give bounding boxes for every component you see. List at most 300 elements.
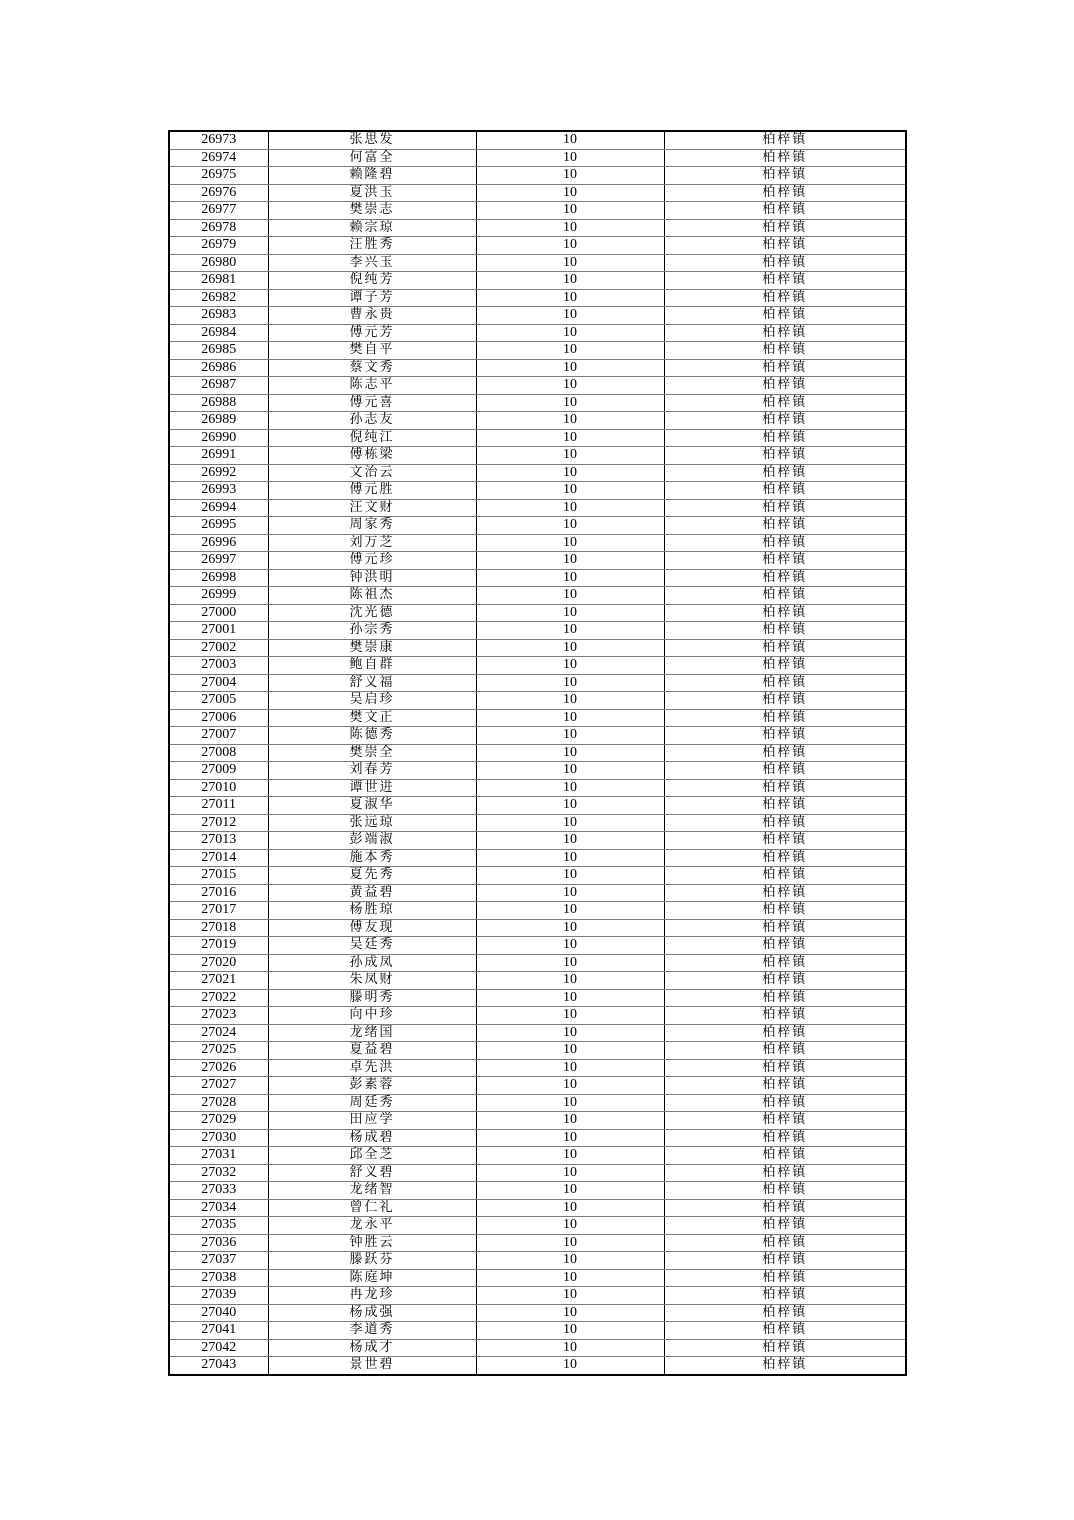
row-number-cell: 26992 [169,464,268,482]
table-row [169,412,906,430]
name-cell: 赖宗琼 [268,219,476,237]
amount-cell: 10 [476,902,664,920]
amount-cell: 10 [476,272,664,290]
town-cell: 柏梓镇 [664,1112,906,1130]
table-row [169,429,906,447]
town-cell: 柏梓镇 [664,1339,906,1357]
town-cell: 柏梓镇 [664,569,906,587]
table-row [169,972,906,990]
amount-cell: 10 [476,377,664,395]
town-cell: 柏梓镇 [664,832,906,850]
row-number-cell: 27018 [169,919,268,937]
amount-cell: 10 [476,412,664,430]
town-cell: 柏梓镇 [664,237,906,255]
table-row [169,937,906,955]
row-number-cell: 27002 [169,639,268,657]
table-row [169,1234,906,1252]
name-cell: 施本秀 [268,849,476,867]
name-cell: 李道秀 [268,1322,476,1340]
amount-cell: 10 [476,1234,664,1252]
table-row [169,377,906,395]
table-row [169,394,906,412]
name-cell: 杨胜琼 [268,902,476,920]
amount-cell: 10 [476,289,664,307]
town-cell: 柏梓镇 [664,849,906,867]
town-cell: 柏梓镇 [664,1077,906,1095]
row-number-cell: 26990 [169,429,268,447]
amount-cell: 10 [476,131,664,149]
table-row [169,1339,906,1357]
amount-cell: 10 [476,1322,664,1340]
table-row [169,131,906,149]
row-number-cell: 26986 [169,359,268,377]
table-row [169,709,906,727]
name-cell: 龙绪国 [268,1024,476,1042]
name-cell: 樊崇全 [268,744,476,762]
table-row [169,219,906,237]
name-cell: 黄益碧 [268,884,476,902]
table-row [169,1024,906,1042]
amount-cell: 10 [476,429,664,447]
amount-cell: 10 [476,1357,664,1375]
row-number-cell: 26983 [169,307,268,325]
amount-cell: 10 [476,1112,664,1130]
town-cell: 柏梓镇 [664,394,906,412]
amount-cell: 10 [476,1129,664,1147]
table-row [169,1304,906,1322]
table-row [169,534,906,552]
amount-cell: 10 [476,604,664,622]
name-cell: 曹永贵 [268,307,476,325]
table-row [169,1269,906,1287]
row-number-cell: 26984 [169,324,268,342]
name-cell: 傅元芳 [268,324,476,342]
amount-cell: 10 [476,184,664,202]
name-cell: 杨成强 [268,1304,476,1322]
row-number-cell: 27004 [169,674,268,692]
amount-cell: 10 [476,797,664,815]
amount-cell: 10 [476,832,664,850]
town-cell: 柏梓镇 [664,692,906,710]
name-cell: 傅元喜 [268,394,476,412]
row-number-cell: 26997 [169,552,268,570]
row-number-cell: 27030 [169,1129,268,1147]
town-cell: 柏梓镇 [664,814,906,832]
table-row [169,797,906,815]
town-cell: 柏梓镇 [664,377,906,395]
name-cell: 鲍自群 [268,657,476,675]
row-number-cell: 27035 [169,1217,268,1235]
row-number-cell: 26978 [169,219,268,237]
town-cell: 柏梓镇 [664,1094,906,1112]
row-number-cell: 27037 [169,1252,268,1270]
amount-cell: 10 [476,674,664,692]
row-number-cell: 27031 [169,1147,268,1165]
name-cell: 陈庭坤 [268,1269,476,1287]
row-number-cell: 27023 [169,1007,268,1025]
amount-cell: 10 [476,972,664,990]
amount-cell: 10 [476,202,664,220]
name-cell: 夏先秀 [268,867,476,885]
table-row [169,1217,906,1235]
name-cell: 夏淑华 [268,797,476,815]
table-row [169,447,906,465]
amount-cell: 10 [476,954,664,972]
name-cell: 汪文财 [268,499,476,517]
table-row [169,779,906,797]
town-cell: 柏梓镇 [664,709,906,727]
town-cell: 柏梓镇 [664,167,906,185]
row-number-cell: 26994 [169,499,268,517]
amount-cell: 10 [476,1304,664,1322]
row-number-cell: 27010 [169,779,268,797]
name-cell: 张远琼 [268,814,476,832]
town-cell: 柏梓镇 [664,272,906,290]
town-cell: 柏梓镇 [664,499,906,517]
name-cell: 傅元珍 [268,552,476,570]
name-cell: 樊崇志 [268,202,476,220]
row-number-cell: 27008 [169,744,268,762]
amount-cell: 10 [476,552,664,570]
row-number-cell: 26988 [169,394,268,412]
name-cell: 何富全 [268,149,476,167]
name-cell: 夏洪玉 [268,184,476,202]
name-cell: 倪纯芳 [268,272,476,290]
amount-cell: 10 [476,534,664,552]
name-cell: 陈祖杰 [268,587,476,605]
row-number-cell: 26982 [169,289,268,307]
town-cell: 柏梓镇 [664,464,906,482]
amount-cell: 10 [476,149,664,167]
table-row [169,517,906,535]
row-number-cell: 27006 [169,709,268,727]
table-row [169,884,906,902]
town-cell: 柏梓镇 [664,622,906,640]
amount-cell: 10 [476,482,664,500]
row-number-cell: 27013 [169,832,268,850]
row-number-cell: 27007 [169,727,268,745]
row-number-cell: 27043 [169,1357,268,1375]
town-cell: 柏梓镇 [664,202,906,220]
name-cell: 陈德秀 [268,727,476,745]
row-number-cell: 27011 [169,797,268,815]
amount-cell: 10 [476,692,664,710]
town-cell: 柏梓镇 [664,534,906,552]
name-cell: 龙永平 [268,1217,476,1235]
row-number-cell: 27036 [169,1234,268,1252]
row-number-cell: 27017 [169,902,268,920]
amount-cell: 10 [476,359,664,377]
name-cell: 周家秀 [268,517,476,535]
amount-cell: 10 [476,254,664,272]
name-cell: 陈志平 [268,377,476,395]
name-cell: 杨成才 [268,1339,476,1357]
town-cell: 柏梓镇 [664,1182,906,1200]
table-row [169,1007,906,1025]
name-cell: 钟胜云 [268,1234,476,1252]
amount-cell: 10 [476,1339,664,1357]
row-number-cell: 26975 [169,167,268,185]
town-cell: 柏梓镇 [664,779,906,797]
amount-cell: 10 [476,639,664,657]
name-cell: 吴启珍 [268,692,476,710]
table-row [169,1147,906,1165]
row-number-cell: 27026 [169,1059,268,1077]
table-row [169,1077,906,1095]
row-number-cell: 27005 [169,692,268,710]
town-cell: 柏梓镇 [664,131,906,149]
row-number-cell: 27038 [169,1269,268,1287]
name-cell: 龙绪智 [268,1182,476,1200]
table-row [169,674,906,692]
name-cell: 曾仁礼 [268,1199,476,1217]
table-row [169,289,906,307]
table-row [169,254,906,272]
amount-cell: 10 [476,447,664,465]
amount-cell: 10 [476,464,664,482]
town-cell: 柏梓镇 [664,937,906,955]
town-cell: 柏梓镇 [664,1129,906,1147]
table-row [169,359,906,377]
amount-cell: 10 [476,394,664,412]
row-number-cell: 27025 [169,1042,268,1060]
name-cell: 滕明秀 [268,989,476,1007]
table-row [169,867,906,885]
row-number-cell: 26996 [169,534,268,552]
name-cell: 杨成碧 [268,1129,476,1147]
table-row [169,342,906,360]
row-number-cell: 27032 [169,1164,268,1182]
name-cell: 钟洪明 [268,569,476,587]
row-number-cell: 26976 [169,184,268,202]
table-row [169,919,906,937]
amount-cell: 10 [476,517,664,535]
roster-table [168,130,907,1376]
table-row [169,149,906,167]
amount-cell: 10 [476,849,664,867]
row-number-cell: 27019 [169,937,268,955]
name-cell: 舒义碧 [268,1164,476,1182]
name-cell: 谭世进 [268,779,476,797]
table-row [169,604,906,622]
row-number-cell: 26998 [169,569,268,587]
row-number-cell: 26973 [169,131,268,149]
row-number-cell: 27024 [169,1024,268,1042]
amount-cell: 10 [476,1252,664,1270]
table-row [169,237,906,255]
table-row [169,499,906,517]
town-cell: 柏梓镇 [664,762,906,780]
row-number-cell: 27022 [169,989,268,1007]
row-number-cell: 27012 [169,814,268,832]
name-cell: 樊文正 [268,709,476,727]
town-cell: 柏梓镇 [664,324,906,342]
name-cell: 冉龙珍 [268,1287,476,1305]
table-row [169,324,906,342]
town-cell: 柏梓镇 [664,149,906,167]
table-row [169,482,906,500]
town-cell: 柏梓镇 [664,1357,906,1375]
table-row [169,552,906,570]
amount-cell: 10 [476,1007,664,1025]
town-cell: 柏梓镇 [664,1304,906,1322]
row-number-cell: 27009 [169,762,268,780]
name-cell: 傅栋梁 [268,447,476,465]
table-row [169,569,906,587]
table-row [169,184,906,202]
name-cell: 周廷秀 [268,1094,476,1112]
amount-cell: 10 [476,1059,664,1077]
town-cell: 柏梓镇 [664,429,906,447]
table-row [169,272,906,290]
name-cell: 刘春芳 [268,762,476,780]
row-number-cell: 27021 [169,972,268,990]
amount-cell: 10 [476,867,664,885]
town-cell: 柏梓镇 [664,359,906,377]
name-cell: 傅元胜 [268,482,476,500]
name-cell: 吴廷秀 [268,937,476,955]
name-cell: 朱凤财 [268,972,476,990]
amount-cell: 10 [476,779,664,797]
town-cell: 柏梓镇 [664,219,906,237]
name-cell: 彭端淑 [268,832,476,850]
name-cell: 邱全芝 [268,1147,476,1165]
name-cell: 夏益碧 [268,1042,476,1060]
town-cell: 柏梓镇 [664,1234,906,1252]
town-cell: 柏梓镇 [664,254,906,272]
amount-cell: 10 [476,1042,664,1060]
town-cell: 柏梓镇 [664,1199,906,1217]
row-number-cell: 27015 [169,867,268,885]
row-number-cell: 27001 [169,622,268,640]
town-cell: 柏梓镇 [664,587,906,605]
amount-cell: 10 [476,762,664,780]
row-number-cell: 26977 [169,202,268,220]
amount-cell: 10 [476,1164,664,1182]
table-row [169,744,906,762]
town-cell: 柏梓镇 [664,412,906,430]
name-cell: 沈光德 [268,604,476,622]
town-cell: 柏梓镇 [664,919,906,937]
table-row [169,464,906,482]
town-cell: 柏梓镇 [664,867,906,885]
table-row [169,814,906,832]
name-cell: 舒义福 [268,674,476,692]
row-number-cell: 27033 [169,1182,268,1200]
town-cell: 柏梓镇 [664,184,906,202]
name-cell: 滕跃芬 [268,1252,476,1270]
amount-cell: 10 [476,1182,664,1200]
town-cell: 柏梓镇 [664,727,906,745]
amount-cell: 10 [476,1199,664,1217]
town-cell: 柏梓镇 [664,604,906,622]
table-row [169,587,906,605]
table-row [169,639,906,657]
table-row [169,762,906,780]
name-cell: 樊崇康 [268,639,476,657]
amount-cell: 10 [476,1217,664,1235]
amount-cell: 10 [476,884,664,902]
town-cell: 柏梓镇 [664,1287,906,1305]
amount-cell: 10 [476,237,664,255]
row-number-cell: 27016 [169,884,268,902]
amount-cell: 10 [476,1077,664,1095]
town-cell: 柏梓镇 [664,797,906,815]
name-cell: 田应学 [268,1112,476,1130]
amount-cell: 10 [476,744,664,762]
town-cell: 柏梓镇 [664,1164,906,1182]
name-cell: 樊自平 [268,342,476,360]
table-row [169,622,906,640]
name-cell: 孙宗秀 [268,622,476,640]
town-cell: 柏梓镇 [664,1024,906,1042]
town-cell: 柏梓镇 [664,674,906,692]
table-row [169,1252,906,1270]
table-row [169,849,906,867]
amount-cell: 10 [476,727,664,745]
town-cell: 柏梓镇 [664,1059,906,1077]
name-cell: 汪胜秀 [268,237,476,255]
amount-cell: 10 [476,342,664,360]
town-cell: 柏梓镇 [664,447,906,465]
amount-cell: 10 [476,569,664,587]
amount-cell: 10 [476,307,664,325]
name-cell: 卓先洪 [268,1059,476,1077]
table-row [169,167,906,185]
row-number-cell: 26980 [169,254,268,272]
table-row [169,657,906,675]
town-cell: 柏梓镇 [664,1217,906,1235]
table-row [169,727,906,745]
name-cell: 向中珍 [268,1007,476,1025]
row-number-cell: 27000 [169,604,268,622]
row-number-cell: 27040 [169,1304,268,1322]
amount-cell: 10 [476,499,664,517]
amount-cell: 10 [476,709,664,727]
row-number-cell: 27003 [169,657,268,675]
row-number-cell: 27039 [169,1287,268,1305]
name-cell: 彭素蓉 [268,1077,476,1095]
town-cell: 柏梓镇 [664,289,906,307]
amount-cell: 10 [476,587,664,605]
amount-cell: 10 [476,1094,664,1112]
amount-cell: 10 [476,1147,664,1165]
table-row [169,1059,906,1077]
table-row [169,1322,906,1340]
amount-cell: 10 [476,324,664,342]
table-row [169,1129,906,1147]
amount-cell: 10 [476,219,664,237]
name-cell: 蔡文秀 [268,359,476,377]
town-cell: 柏梓镇 [664,1269,906,1287]
table-row [169,989,906,1007]
name-cell: 景世碧 [268,1357,476,1375]
table-row [169,307,906,325]
town-cell: 柏梓镇 [664,639,906,657]
row-number-cell: 27020 [169,954,268,972]
town-cell: 柏梓镇 [664,307,906,325]
town-cell: 柏梓镇 [664,1322,906,1340]
row-number-cell: 26981 [169,272,268,290]
town-cell: 柏梓镇 [664,989,906,1007]
row-number-cell: 26993 [169,482,268,500]
row-number-cell: 26995 [169,517,268,535]
table-row [169,202,906,220]
row-number-cell: 26979 [169,237,268,255]
table-row [169,902,906,920]
roster-table-body [169,131,906,1375]
amount-cell: 10 [476,1024,664,1042]
